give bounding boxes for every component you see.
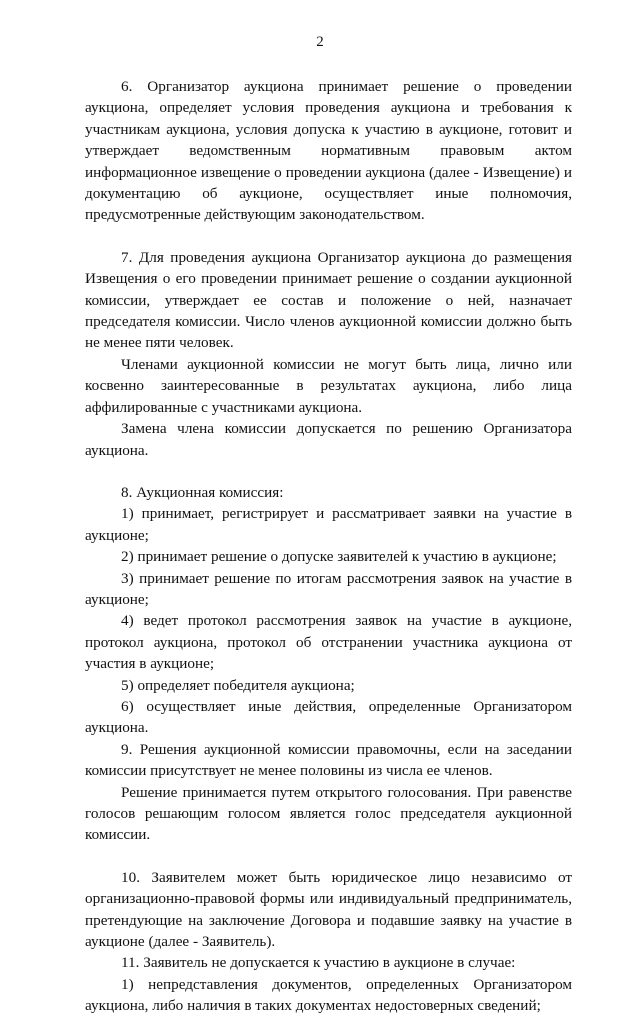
page-number: 2 — [316, 34, 324, 50]
list-item-8-1: 1) принимает, регистрирует и рассматривает заявки на участие в аукционе; — [85, 505, 572, 544]
list-item-8-6: 6) осуществляет иные действия, определенные Организатором аукциона. — [85, 697, 572, 737]
list-item-8-5: 5) определяет победителя аукциона; — [121, 676, 355, 694]
document-body — [85, 76, 572, 1017]
paragraph-gap — [85, 846, 572, 867]
paragraph-7: 7. Для проведения аукциона Организатор аукциона до размещения Извещения о его проведении принимает решение о создании аукционной комиссии, утверждает ее состав и положение о ней, назначает председателя комиссии. Число членов аукционной комиссии должно быть не менее пяти человек. — [85, 248, 572, 352]
paragraph-9: 9. Решения аукционной комиссии правомочны, если на заседании комиссии присутствует не менее половины из числа ее членов. — [85, 740, 572, 780]
paragraph-7-members: Членами аукционной комиссии не могут быть лица, лично или косвенно заинтересованные в результатах аукциона, либо лица аффилированные с участниками аукциона. — [85, 355, 572, 416]
paragraph-6: 6. Организатор аукциона принимает решение о проведении аукциона, определяет условия проведения аукциона и требования к участникам аукциона, условия допуска к участию в аукционе, готовит и утверждает ведомственным нормативным правовым актом информационное извещение о проведении аукциона (далее - Извещение) и документацию об аукционе, осуществляет иные полномочия, предусмотренные действующим законодательством. — [85, 78, 572, 224]
paragraph-10: 10. Заявителем может быть юридическое лицо независимо от организационно-правовой формы или индивидуальный предприниматель, претендующие на заключение Договора и подавшие заявку на участие в аукционе (далее - Заявитель). — [85, 868, 572, 951]
list-item-8-3: 3) принимает решение по итогам рассмотрения заявок на участие в аукционе; — [85, 569, 572, 608]
paragraph-11: 11. Заявитель не допускается к участию в аукционе в случае: — [121, 954, 516, 972]
list-item-8-4: 4) ведет протокол рассмотрения заявок на участие в аукционе, протокол аукциона, протокол об отстранении участника аукциона от участия в аукционе; — [85, 612, 572, 673]
list-item-11-1: 1) непредставления документов, определенных Организатором аукциона, либо наличия в таких документах недостоверных сведений; — [85, 975, 572, 1015]
paragraph-gap — [85, 461, 572, 482]
list-item-8-2: 2) принимает решение о допуске заявителей к участию в аукционе; — [121, 548, 557, 566]
paragraph-7-replacement: Замена члена комиссии допускается по решению Организатора аукциона. — [85, 420, 572, 459]
paragraph-9-voting: Решение принимается путем открытого голосования. При равенстве голосов решающим голосом является голос председателя аукционной комиссии. — [85, 783, 572, 844]
paragraph-gap — [85, 226, 572, 247]
paragraph-8: 8. Аукционная комиссия: — [121, 483, 284, 501]
